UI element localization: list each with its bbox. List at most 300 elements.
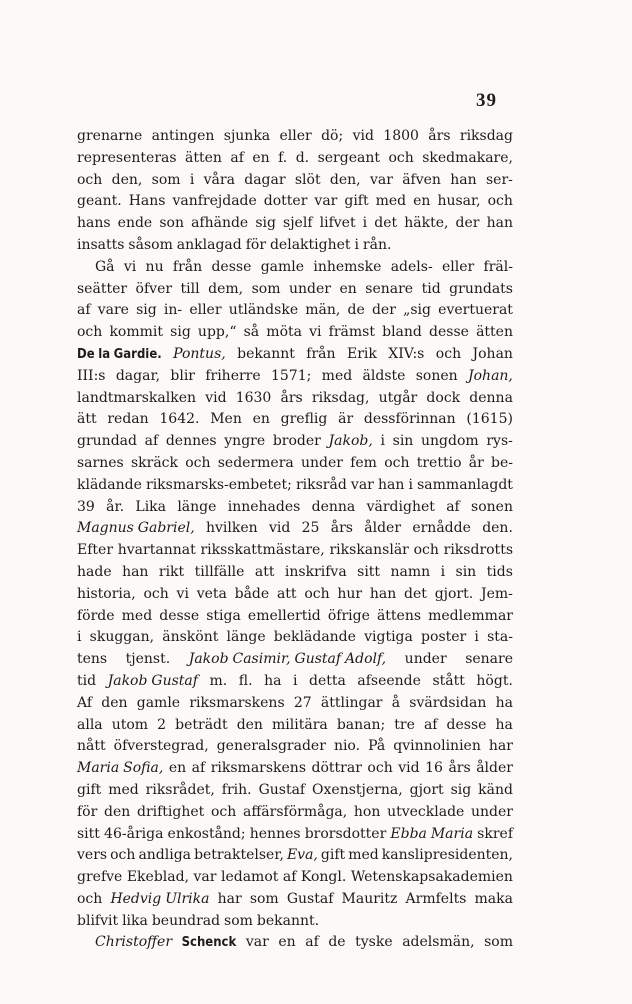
word: evertuerat [438, 302, 513, 319]
word: gift [320, 847, 346, 864]
word: var [350, 476, 374, 493]
word: ser- [485, 171, 513, 188]
word: be- [491, 454, 513, 471]
word: och [384, 454, 410, 471]
word: tid [77, 672, 97, 689]
word: maka [474, 890, 513, 907]
text-line [77, 475, 513, 497]
word: hennes [249, 825, 301, 842]
word: i [77, 629, 82, 646]
word: att [254, 563, 275, 580]
word: som [224, 912, 253, 929]
word: ålder [364, 520, 402, 537]
word: d. [295, 149, 310, 166]
word: ende [117, 215, 153, 232]
word: 16 [425, 760, 443, 777]
text-line [77, 932, 513, 954]
word: tre [394, 716, 415, 733]
word: tyske [355, 934, 393, 951]
word: f. [278, 149, 288, 166]
word: som [249, 890, 279, 907]
word: under [471, 803, 513, 820]
word: fl. [238, 672, 253, 689]
word: vid [268, 520, 291, 537]
word: möta [266, 324, 302, 341]
word: upp,“ [197, 324, 237, 341]
word: ernådde [412, 520, 471, 537]
text-line [77, 366, 513, 388]
word: utgår [378, 389, 418, 406]
word: de [347, 302, 365, 319]
word: skuggan, [89, 629, 155, 646]
word: utom [111, 716, 149, 733]
word: Christoffer [95, 934, 173, 951]
word: dagar, [115, 367, 161, 384]
word: vanfrejdade [172, 193, 257, 210]
word: landtmarskalken [77, 389, 197, 406]
word: fräl- [483, 258, 513, 275]
word: en [168, 760, 187, 777]
word: en [339, 280, 357, 297]
word: husar, [437, 193, 481, 210]
text-line [77, 279, 513, 301]
word: sig [450, 781, 472, 798]
word: sig [170, 324, 191, 341]
text-line [77, 257, 513, 279]
text-line [77, 300, 513, 322]
word: anklagad [176, 236, 242, 253]
text-line [77, 584, 513, 606]
text-line [77, 235, 513, 257]
word: under [301, 454, 343, 471]
word: skref [477, 825, 513, 842]
word: redan [107, 411, 149, 428]
word: af [77, 302, 91, 319]
word: denna [311, 498, 356, 515]
word: med [108, 781, 139, 798]
word: riksdag, [311, 389, 370, 406]
word: af [144, 433, 159, 450]
word: desse [159, 607, 200, 624]
word: dö; [321, 128, 344, 144]
word: kommit [109, 324, 164, 341]
text-line [77, 497, 513, 519]
word: senare [465, 651, 513, 668]
text-line [77, 649, 513, 671]
word: insatts [77, 236, 125, 253]
word: Kongl. [300, 869, 347, 886]
word: vi [176, 585, 189, 602]
word: sonen [415, 367, 458, 384]
word: desse [211, 258, 252, 275]
word: generalsgrader [216, 738, 326, 755]
word: har [488, 738, 513, 755]
word: och [143, 585, 169, 602]
word: grundad [77, 433, 137, 450]
word: gift [344, 193, 369, 210]
word: 1642. [159, 411, 200, 428]
word: militära [272, 716, 328, 733]
word: en [252, 411, 270, 428]
word: medlemmar [428, 607, 513, 624]
word: stiga [206, 607, 241, 624]
word: Ebba Maria [390, 825, 474, 842]
word: med [375, 193, 407, 210]
word: i [292, 672, 298, 689]
word: tid [421, 280, 441, 297]
text-line [77, 627, 513, 649]
word: friherre [205, 367, 261, 384]
word: vi [123, 258, 137, 275]
word: bekannt. [256, 912, 320, 929]
word: XIV:s [388, 345, 425, 362]
word: länge [226, 629, 266, 646]
word: ätten [476, 324, 513, 341]
word: riksskattmästare, [200, 542, 325, 559]
word: tens [77, 651, 108, 668]
word: Armfelts [405, 890, 467, 907]
word: innehades [227, 498, 301, 515]
word: m. [209, 672, 228, 689]
word: riksdag [459, 128, 513, 144]
word: Pontus, [173, 345, 226, 362]
text-line [77, 758, 513, 780]
word: riksrådet, [145, 781, 215, 798]
word: ätten [185, 149, 222, 166]
word: desse [446, 716, 487, 733]
text-line [77, 148, 513, 170]
word: så [243, 324, 260, 341]
word: Hedvig Ulrika [110, 890, 210, 907]
word: hur [337, 585, 363, 602]
word: andliga [138, 847, 192, 864]
word: Johan, [468, 367, 513, 384]
text-line [77, 170, 513, 192]
word: i [362, 215, 368, 232]
word: hvartannat [117, 542, 196, 559]
word: Mauritz [341, 890, 398, 907]
text-line [77, 540, 513, 562]
word: 27 [293, 694, 312, 711]
word: och [367, 760, 393, 777]
word: dennes [165, 433, 217, 450]
word: ättens [376, 607, 422, 624]
word: rikskanslär [329, 542, 409, 559]
word: vid [205, 389, 227, 406]
word: den, [111, 171, 143, 188]
word: Magnus Gabriel, [77, 520, 195, 537]
word: poster [421, 629, 467, 646]
word: och [388, 149, 414, 166]
word: Maria Sofia, [77, 760, 164, 777]
word: gjort. [434, 585, 474, 602]
word: och [77, 171, 103, 188]
word: „sig [403, 302, 431, 319]
word: trettio [416, 454, 462, 471]
word: lika [122, 912, 148, 929]
text-line [77, 126, 513, 148]
word: ha [495, 694, 513, 711]
word: sarnes [77, 454, 124, 471]
text-line [77, 911, 513, 933]
word: alla [77, 716, 103, 733]
word: greflig [280, 411, 328, 428]
text-line [77, 867, 513, 889]
word: brorsdotter [304, 825, 387, 842]
word: Jakob Gustaf [107, 672, 198, 689]
word: som [484, 934, 513, 951]
word: från [172, 258, 203, 275]
word: häkte, [404, 215, 449, 232]
word: Eva, [286, 847, 318, 864]
word: nio. [333, 738, 361, 755]
word: (1615) [466, 411, 513, 428]
text-line [77, 344, 513, 366]
word: med [348, 847, 379, 864]
word: qvinnolinien [393, 738, 481, 755]
word: sin [455, 563, 477, 580]
word: geant. [77, 193, 122, 210]
word: sjelf [283, 215, 313, 232]
word: förde [77, 607, 115, 624]
word: adels- [390, 258, 433, 275]
word: i [440, 563, 446, 580]
word: dock [426, 389, 461, 406]
word: öfrige [327, 607, 370, 624]
word: denna [469, 389, 513, 406]
word: desse [429, 324, 469, 341]
word: döttrar [311, 760, 362, 777]
word: utländske [228, 302, 299, 319]
text-line [77, 715, 513, 737]
word: år [468, 454, 484, 471]
word: senare [365, 280, 414, 297]
word: sitt [357, 563, 381, 580]
text-line [77, 736, 513, 758]
word: dagar [244, 171, 286, 188]
text-line [77, 693, 513, 715]
word: den. [482, 520, 513, 537]
word: riksmarskens [189, 694, 285, 711]
text-line [77, 322, 513, 344]
word: 1630 [235, 389, 272, 406]
word: grundats [449, 280, 513, 297]
word: vid [398, 760, 420, 777]
word: han [450, 171, 477, 188]
word: öfverstegrad, [113, 738, 209, 755]
word: länge [177, 498, 217, 515]
word: fem [350, 454, 377, 471]
word: i [189, 171, 195, 188]
word: Wetenskapsakademien [350, 869, 513, 886]
word: å [391, 694, 401, 711]
word: III:s [77, 367, 106, 384]
word: kanslipresidenten, [381, 847, 513, 864]
word: för [77, 803, 98, 820]
word: tillfälle [194, 563, 245, 580]
word: sjunka [223, 128, 271, 144]
word: en [278, 934, 296, 951]
word: bland [382, 324, 422, 341]
word: skräck [130, 454, 178, 471]
word: var [369, 171, 393, 188]
word: beundrad [151, 912, 221, 929]
word: af [230, 149, 244, 166]
word: 1571; [270, 367, 312, 384]
text-line [77, 845, 513, 867]
word: och [77, 890, 103, 907]
word: tids [486, 563, 513, 580]
word: med [121, 607, 153, 624]
word: män, [305, 302, 341, 319]
word: rikt [158, 563, 185, 580]
word: års [448, 760, 471, 777]
word: och [211, 803, 237, 820]
text-line [77, 671, 513, 693]
word: nu [145, 258, 164, 275]
word: utvecklade [387, 803, 465, 820]
word: högt. [476, 672, 513, 689]
word: ledamot [220, 869, 279, 886]
word: gamle [136, 694, 181, 711]
word: han [377, 476, 405, 493]
word: som [151, 171, 181, 188]
word: hade [77, 563, 112, 580]
word: var [314, 193, 338, 210]
word: afseende [357, 672, 421, 689]
word: känd [478, 781, 513, 798]
word: äldste [362, 367, 406, 384]
word: de [328, 934, 346, 951]
word: till [180, 280, 200, 297]
word: af [282, 869, 297, 886]
word: Gustaf [286, 890, 334, 907]
word: yngre [224, 433, 266, 450]
word: är [338, 411, 354, 428]
word: blir [170, 367, 195, 384]
word: vi [309, 324, 322, 341]
word: en [413, 193, 431, 210]
word: adelsmän, [402, 934, 475, 951]
word: den [101, 694, 128, 711]
word: i [474, 629, 479, 646]
word: afhände [191, 215, 249, 232]
word: ha [264, 672, 282, 689]
word: hon [353, 803, 381, 820]
word: Johan [472, 345, 513, 362]
word: rån. [362, 236, 392, 253]
text-line [77, 431, 513, 453]
word: af [191, 760, 206, 777]
word: 39 [77, 498, 95, 515]
word: bekannt [237, 345, 295, 362]
word: De la Gardie. [77, 346, 162, 362]
text-line [77, 802, 513, 824]
word: vigtiga [364, 629, 413, 646]
word: tjenst. [125, 651, 171, 668]
text-line [77, 824, 513, 846]
word: ätt [77, 411, 97, 428]
word: inhemske [313, 258, 382, 275]
page-number: 39 [476, 90, 497, 111]
word: års [280, 389, 303, 406]
word: under [288, 280, 331, 297]
word: Af [77, 694, 93, 711]
word: rys- [486, 433, 513, 450]
word: har [217, 890, 242, 907]
word: der [455, 215, 480, 232]
word: öfver [135, 280, 173, 297]
word: 25 [301, 520, 320, 537]
text-line [77, 453, 513, 475]
word: han [122, 563, 149, 580]
word: sitt [77, 825, 100, 842]
word: vers [77, 847, 108, 864]
word: 46-åriga [104, 825, 164, 842]
word: gjort [409, 781, 444, 798]
word: dessförinnan [363, 411, 456, 428]
word: i [408, 476, 413, 493]
text-line [77, 780, 513, 802]
word: grenarne [77, 128, 143, 144]
word: son [159, 215, 184, 232]
word: års [428, 128, 451, 144]
word: antingen [151, 128, 215, 144]
word: det [404, 585, 427, 602]
word: sonen [471, 498, 513, 515]
word: seätter [77, 280, 128, 297]
word: ungdom [421, 433, 479, 450]
word: skedmakare, [422, 149, 513, 166]
word: grefve [77, 869, 123, 886]
text-line [77, 213, 513, 235]
word: inskrifva [284, 563, 347, 580]
word: namn [390, 563, 431, 580]
word: hans [77, 215, 111, 232]
text-line [77, 388, 513, 410]
word: af [423, 716, 438, 733]
word: den [236, 716, 263, 733]
word: historia, [77, 585, 136, 602]
word: var [193, 869, 217, 886]
word: sta- [487, 629, 513, 646]
word: riksdrotts [443, 542, 513, 559]
word: Hans [128, 193, 166, 210]
word: frih. [221, 781, 252, 798]
word: som [251, 280, 281, 297]
word: riksmarskens [210, 760, 307, 777]
word: i [380, 433, 385, 450]
word: och [110, 847, 136, 864]
word: och [435, 345, 462, 362]
word: och [77, 324, 103, 341]
word: blifvit [77, 912, 119, 929]
word: in- [163, 302, 183, 319]
word: och [487, 193, 513, 210]
text-line [77, 889, 513, 911]
word: sedermera [217, 454, 294, 471]
word: våra [203, 171, 235, 188]
word: riksmarsks-embetet; [146, 476, 292, 493]
word: Jakob, [328, 433, 373, 450]
word: sammanlagdt [417, 476, 513, 493]
word: 2 [157, 716, 167, 733]
text-line [77, 562, 513, 584]
word: klädande [77, 476, 142, 493]
word: veta [196, 585, 227, 602]
word: dotter [263, 193, 308, 210]
text-line [77, 606, 513, 628]
